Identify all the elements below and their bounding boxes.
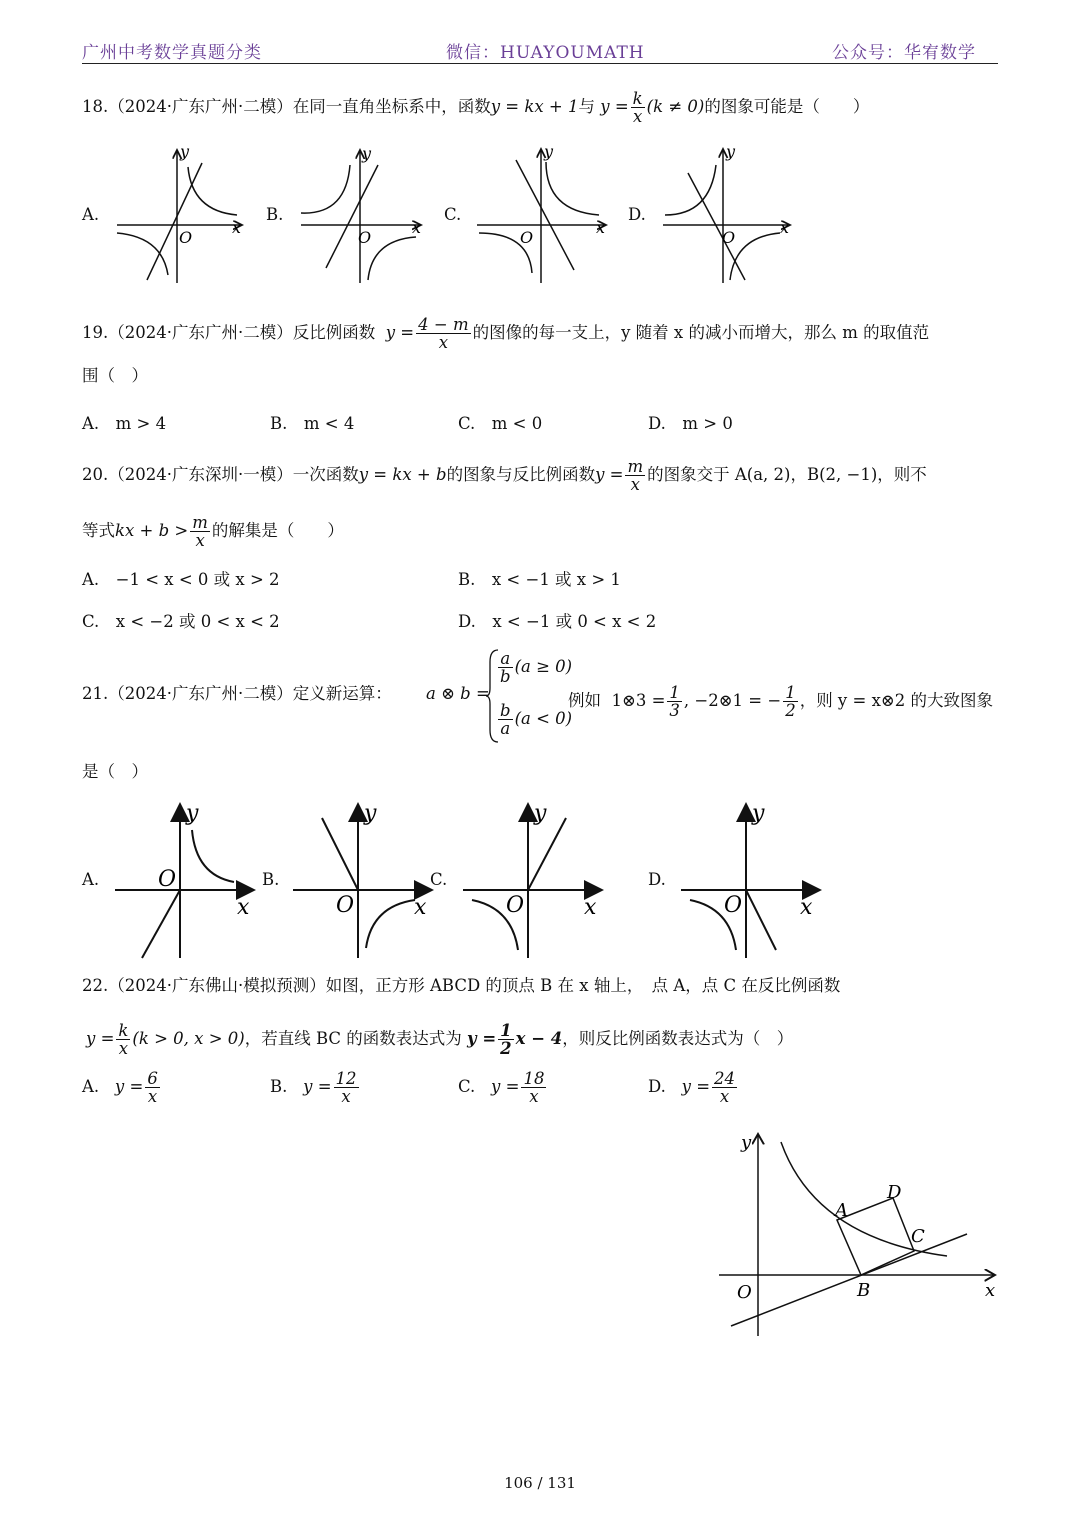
q18-graph-b (296, 145, 436, 285)
q22-option-a[interactable]: A. y = $\frac{6}{x}$ (82, 1069, 158, 1106)
svg-text:x: x (237, 895, 250, 920)
q21-label-b: B. (262, 870, 280, 889)
header-left-title: 广州中考数学真题分类 (82, 43, 262, 63)
q20-option-b[interactable]: B. x < −1 或 x > 1 (458, 570, 621, 589)
svg-text:O: O (336, 893, 355, 918)
q20-stem-line2: 等式kx + b > $\frac{m}{x}$ 的解集是（ ） (82, 513, 344, 550)
q18-graph-d (660, 142, 800, 285)
q19-option-b[interactable]: B. m < 4 (270, 414, 355, 433)
q19-option-a[interactable]: A. m > 4 (82, 414, 167, 433)
q18-label-a: A. (82, 205, 100, 224)
q22-figure (715, 1128, 1005, 1343)
q21-stem-prefix: 21.（2024·广东广州·二模）定义新运算： (82, 684, 392, 703)
svg-text:y: y (544, 142, 554, 161)
svg-text:O: O (520, 228, 534, 247)
q20-option-a[interactable]: A. −1 < x < 0 或 x > 2 (82, 570, 280, 589)
q18-graph-c (474, 142, 614, 285)
svg-text:y: y (180, 142, 190, 161)
q22-option-c[interactable]: C. y = $\frac{18}{x}$ (458, 1069, 545, 1106)
svg-text:O: O (724, 893, 743, 918)
svg-text:x: x (596, 218, 606, 237)
q21-stem-line2: 是（ ） (82, 762, 148, 781)
q18-label-b: B. (266, 205, 284, 224)
svg-text:y: y (534, 801, 547, 826)
q21-graph-a (112, 800, 262, 960)
q19-option-c[interactable]: C. m < 0 (458, 414, 543, 433)
q20-option-c[interactable]: C. x < −2 或 0 < x < 2 (82, 612, 280, 631)
svg-text:A: A (835, 1200, 848, 1221)
svg-text:O: O (722, 228, 736, 247)
q20-option-d[interactable]: D. x < −1 或 0 < x < 2 (458, 612, 657, 631)
svg-text:y: y (364, 801, 377, 826)
q19-stem: 19.（2024·广东广州·二模）反比例函数 y = $\frac{4 - m}{x}$ 的图像的每一支上，y 随着 x 的减小而增大，那么 m 的取值范 (82, 315, 930, 352)
svg-text:y: y (362, 144, 372, 163)
q22-option-b[interactable]: B. y = $\frac{12}{x}$ (270, 1069, 357, 1106)
q21-label-d: D. (648, 870, 666, 889)
q19-stem-line2: 围（ ） (82, 366, 148, 385)
svg-text:O: O (737, 1282, 752, 1303)
q20-stem: 20.（2024·广东深圳·一模）一次函数y = kx + b的图象与反比例函数y = $\frac{m}{x}$ 的图象交于 A(a, 2)，B(2, −1)，则不 (82, 457, 927, 494)
svg-text:O: O (179, 228, 193, 247)
svg-text:x: x (232, 218, 242, 237)
q22-option-d[interactable]: D. y = $\frac{24}{x}$ (648, 1069, 736, 1106)
svg-text:O: O (506, 893, 525, 918)
q22-stem-line2: y = $\frac{k}{x}$ (k > 0, x > 0)，若直线 BC 的函数表达式为 y = $\frac{1}{2}$ x − 4，则反比例函数表达式为（ ） (86, 1021, 794, 1058)
q18-label-d: D. (628, 205, 646, 224)
svg-text:x: x (985, 1280, 996, 1301)
q18-stem: 18.（2024·广东广州·二模）在同一直角坐标系中，函数y = kx + 1与 y = $\frac{k}{x}$ (k ≠ 0)的图象可能是（ ） (82, 89, 870, 126)
q21-graph-c (460, 800, 610, 960)
q18-graph-a (112, 142, 252, 285)
q21-example: 例如 1⊗3 = $\frac{1}{3}$ , −2⊗1 = − $\frac{1}{2}$ ，则 y = x⊗2 的大致图象 (568, 683, 993, 720)
q21-case2: $\frac{b}{a}$ (a < 0) (500, 701, 573, 738)
q21-operator: a ⊗ b = (426, 684, 490, 703)
svg-text:B: B (857, 1280, 871, 1301)
svg-text:y: y (726, 142, 736, 161)
svg-text:y: y (186, 801, 199, 826)
svg-text:x: x (800, 895, 813, 920)
svg-text:D: D (887, 1182, 902, 1203)
header-wechat: 微信：HUAYOUMATH (446, 43, 645, 63)
svg-text:O: O (158, 867, 177, 892)
svg-text:x: x (780, 218, 790, 237)
q19-option-d[interactable]: D. m > 0 (648, 414, 733, 433)
q21-graph-b (290, 800, 440, 960)
q21-label-a: A. (82, 870, 100, 889)
q18-label-c: C. (444, 205, 462, 224)
svg-text:x: x (584, 895, 597, 920)
svg-text:x: x (414, 895, 427, 920)
q21-graph-d (678, 800, 828, 960)
page-number: 106 / 131 (504, 1474, 576, 1492)
header-divider (82, 63, 998, 64)
svg-text:y: y (741, 1132, 752, 1153)
q22-stem: 22.（2024·广东佛山·模拟预测）如图，正方形 ABCD 的顶点 B 在 x 轴上， 点 A，点 C 在反比例函数 (82, 976, 841, 995)
svg-text:y: y (752, 801, 765, 826)
svg-text:C: C (911, 1226, 925, 1247)
q21-case1: $\frac{a}{b}$ (a ≥ 0) (500, 649, 573, 686)
q21-label-c: C. (430, 870, 448, 889)
svg-text:x: x (412, 218, 422, 237)
header-official-account: 公众号：华宥数学 (832, 43, 976, 63)
svg-text:O: O (358, 228, 372, 247)
